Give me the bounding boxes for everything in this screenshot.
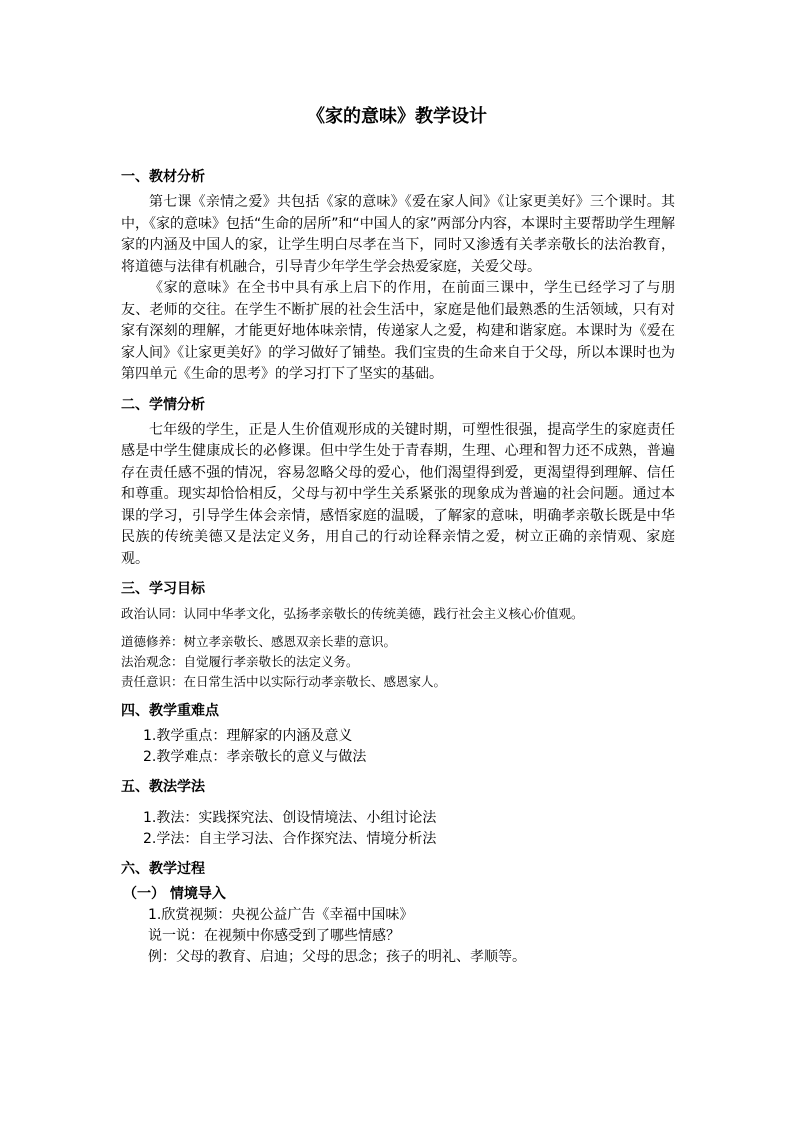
- paragraph: 七年级的学生，正是人生价值观形成的关键时期，可塑性很强，提高学生的家庭责任感是中学生健康成长的必修课。但中学生处于青春期，生理、心理和智力还不成熟，普遍存在责任感不强的情况，容易忽略父母的爱心，他们渴望得到爱，更渴望得到理解、信任和尊重。现实却恰恰相反，父母与初中学生关系紧张的现象成为普遍的社会问题。通过本课的学习，引导学生体会亲情，感悟家庭的温暖，了解家的意味，明确孝亲敬长既是中华民族的传统美德又是法定义务，用自己的行动诠释亲情之爱，树立正确的亲情观、家庭观。: [121, 421, 675, 567]
- paragraph: 《家的意味》在全书中具有承上启下的作用，在前面三课中，学生已经学习了与朋友、老师的交往。在学生不断扩展的社会生活中，家庭是他们最熟悉的生活领域，只有对家有深刻的理解，才能更好地体味亲情，传递家人之爱，构建和谐家庭。本课时为《爱在家人间》《让家更美好》的学习做好了铺垫。我们宝贵的生命来自于父母，所以本课时也为第四单元《生命的思考》的学习打下了坚实的基础。: [121, 280, 675, 382]
- subsection-heading: （一） 情境导入: [123, 886, 226, 902]
- section-heading-methods: 五、教法学法: [121, 779, 205, 795]
- document-body: [121, 166, 675, 968]
- section-heading-materials: 一、教材分析: [121, 169, 205, 185]
- objective-item: 责任意识：在日常生活中以实际行动孝亲敬长、感恩家人。: [121, 674, 447, 689]
- section-heading-key-points: 四、教学重难点: [121, 703, 219, 719]
- paragraph: 第七课《亲情之爱》共包括《家的意味》《爱在家人间》《让家更美好》三个课时。其中，《家的意味》包括“生命的居所”和“中国人的家”两部分内容，本课时主要帮助学生理解家的内涵及中国人的家，让学生明白尽孝在当下，同时又渗透有关孝亲敬长的法治教育，将道德与法律有机融合，引导青少年学生学会热爱家庭，关爱父母。: [121, 194, 676, 275]
- list-item: 1.教法：实践探究法、创设情境法、小组讨论法: [143, 810, 437, 826]
- section-heading-objectives: 三、学习目标: [121, 581, 205, 597]
- list-item: 1.教学重点：理解家的内涵及意义: [143, 728, 353, 744]
- list-item: 说一说：在视频中你感受到了哪些情感？: [148, 928, 400, 944]
- list-item: 例：父母的教育、启迪；父母的思念；孩子的明礼、孝顺等。: [148, 949, 526, 965]
- section-heading-student-analysis: 二、学情分析: [121, 396, 205, 413]
- list-item: 2.教学难点：孝亲敬长的意义与做法: [143, 749, 367, 765]
- objective-item: 道德修养：树立孝亲敬长、感恩双亲长辈的意识。: [121, 634, 397, 649]
- objective-item: 政治认同：认同中华孝文化，弘扬孝亲敬长的传统美德，践行社会主义核心价值观。: [121, 606, 584, 621]
- section-heading-process: 六、教学过程: [121, 861, 205, 877]
- list-item: 2.学法：自主学习法、合作探究法、情境分析法: [143, 831, 437, 847]
- page-title: 《家的意味》教学设计: [307, 106, 487, 127]
- list-item: 1.欣赏视频：央视公益广告《幸福中国味》: [148, 907, 414, 923]
- objective-item: 法治观念：自觉履行孝亲敬长的法定义务。: [121, 654, 359, 669]
